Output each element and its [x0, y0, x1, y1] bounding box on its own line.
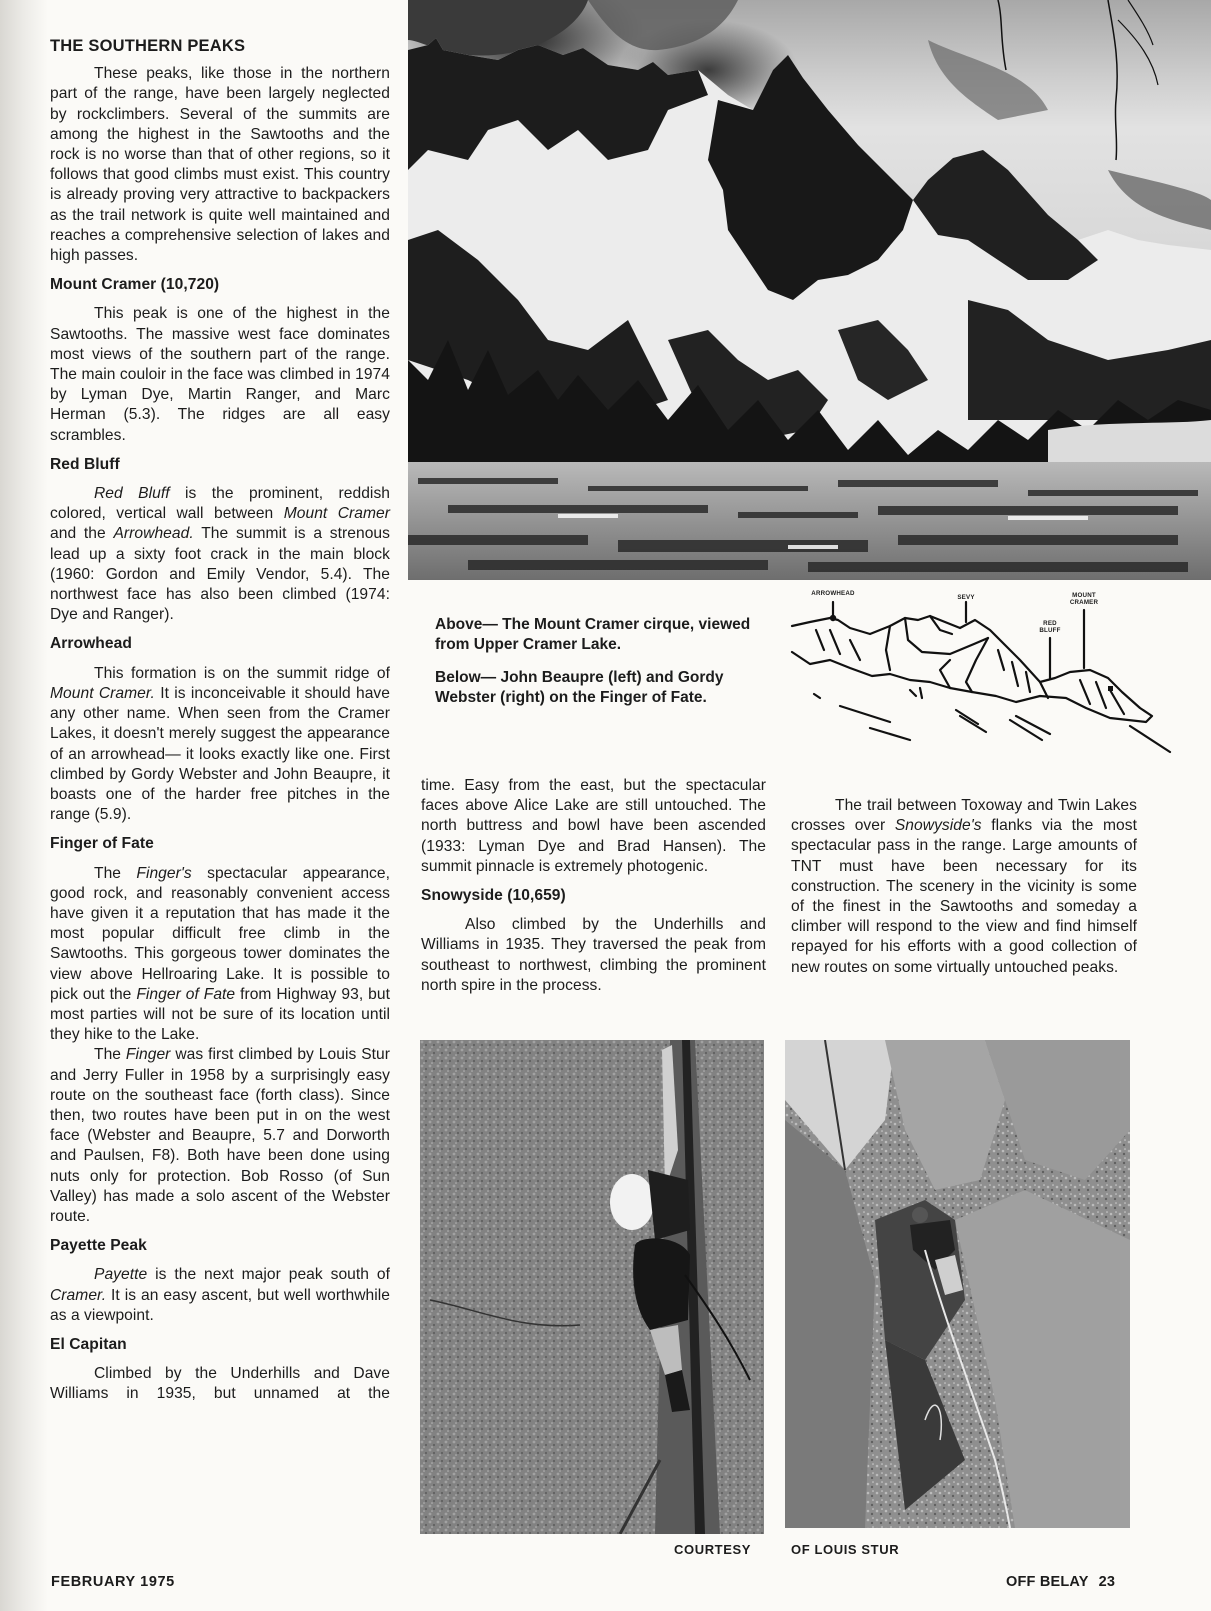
snowyside-paragraph: Also climbed by the Underhills and Williams in 1935. They traversed the peak from southeast to northwest, climbing the prominent north spire in the process.	[421, 916, 766, 994]
cirque-photo-illustration	[408, 0, 1211, 580]
page-binding-shadow	[0, 0, 48, 1611]
arrowhead-paragraph: This formation is on the summit ridge of Mount Cramer. It is inconceivable it should have any other name. When seen from the Cramer Lakes, it doesn't merely suggest the appearance of an arrowhead— it looks exactly like one. First climbed by Gordy Webster and John Beaupre, it boasts one of the harder free pitches in the range (5.9).	[50, 664, 390, 824]
left-column	[50, 36, 390, 1405]
el-capitan-continuation: time. Easy from the east, but the spectacular faces above Alice Lake are still untouched. The north buttress and bowl have been ascended (1933: Lyman Dye and Brad Hansen). The summit pinnacle is extremely photogenic.	[421, 777, 766, 875]
photo-credit-right: OF LOUIS STUR	[791, 1542, 900, 1557]
heading-mount-cramer: Mount Cramer (10,720)	[50, 276, 220, 294]
ridge-diagram	[790, 590, 1210, 770]
photo-climber-webster	[785, 1040, 1130, 1528]
middle-column	[421, 776, 766, 996]
magazine-name: OFF BELAY	[1006, 1574, 1089, 1590]
footer-magazine	[1006, 1574, 1115, 1590]
heading-el-capitan: El Capitan	[50, 1335, 127, 1353]
label-mount-cramer: MOUNT CRAMER	[1069, 592, 1099, 606]
photo-climber-beaupre	[420, 1040, 764, 1534]
finger-of-fate-paragraph-1: The Finger's spectacular appearance, good rock, and reasonably convenient access have given it a reputation that has made it the most popular difficult free climb in the Sawtooths. This gorgeous tower dominates the view above Hellroaring Lake. It is possible to pick out the Finger of Fate from Highway 93, but most parties will not be sure of its location until they hike to the Lake.	[50, 864, 390, 1044]
heading-payette-peak: Payette Peak	[50, 1237, 147, 1255]
label-red-bluff: RED BLUFF	[1039, 620, 1061, 634]
climber-photo-illustration	[420, 1040, 764, 1534]
photo-mount-cramer-cirque	[408, 0, 1211, 580]
finger-of-fate-paragraph-2: The Finger was first climbed by Louis Stur and Jerry Fuller in 1958 by a surprisingly easy route on the southeast face (forth class). Since then, two routes have been put in on the west face (Webster and Beaupre, 5.7 and Dorworth and Paulsen, F8). Both have been done using nuts only for protection. Bob Rosso (of Sun Valley) has made a solo ascent of the Webster route.	[50, 1046, 390, 1225]
right-column	[791, 796, 1137, 978]
label-arrowhead: ARROWHEAD	[811, 590, 855, 597]
section-title: THE SOUTHERN PEAKS	[50, 37, 246, 55]
belay-photo-illustration	[785, 1040, 1130, 1528]
heading-arrowhead: Arrowhead	[50, 635, 132, 653]
footer-date: FEBRUARY 1975	[51, 1574, 175, 1590]
heading-finger-of-fate: Finger of Fate	[50, 835, 154, 853]
el-capitan-paragraph: Climbed by the Underhills and Dave Williams in 1935, but unnamed at the	[50, 1365, 390, 1403]
label-sevy: SEVY	[957, 594, 975, 601]
caption-above: Above— The Mount Cramer cirque, viewed from Upper Cramer Lake.	[435, 616, 751, 653]
photo-credit-left: COURTESY	[674, 1542, 752, 1557]
page-number: 23	[1098, 1574, 1116, 1590]
ridge-sketch	[790, 590, 1210, 770]
payette-peak-paragraph: Payette is the next major peak south of Cramer. It is an easy ascent, but well worthwhile as a viewpoint.	[50, 1266, 390, 1324]
intro-paragraph: These peaks, like those in the northern part of the range, have been largely neglected by rockclimbers. Several of the summits are among the highest in the Sawtooths and the rock is no worse than that of other regions, so it follows that good climbs must exist. This country is already proving very attractive to backpackers as the trail network is quite well maintained and reaches a comprehensive selection of lakes and high passes.	[50, 65, 390, 265]
heading-red-bluff: Red Bluff	[50, 455, 120, 473]
heading-snowyside: Snowyside (10,659)	[421, 887, 566, 905]
photo-caption	[435, 615, 775, 721]
caption-below: Below— John Beaupre (left) and Gordy Webster (right) on the Finger of Fate.	[435, 669, 724, 706]
trail-paragraph: The trail between Toxoway and Twin Lakes crosses over Snowyside's flanks via the most spectacular pass in the range. Large amounts of TNT must have been necessary for its construction. The scenery in the vicinity is some of the finest in the Sawtooths and someday a climber will respond to the view and find himself repayed for his efforts with a good collection of new routes on some virtually untouched peaks.	[791, 797, 1138, 976]
red-bluff-paragraph: Red Bluff is the prominent, reddish colored, vertical wall between Mount Cramer and the Arrowhead. The summit is a strenous lead up a sixty foot crack in the main block (1960: Gordon and Emily Vendor, 5.4). The northwest face has also been climbed (1974: Dye and Ranger).	[50, 485, 391, 624]
mount-cramer-paragraph: This peak is one of the highest in the Sawtooths. The massive west face dominates most views of the southern part of the range. The main couloir in the face was climbed in 1974 by Lyman Dye, Martin Ranger, and Marc Herman (5.3). The ridges are all easy scrambles.	[50, 305, 390, 444]
